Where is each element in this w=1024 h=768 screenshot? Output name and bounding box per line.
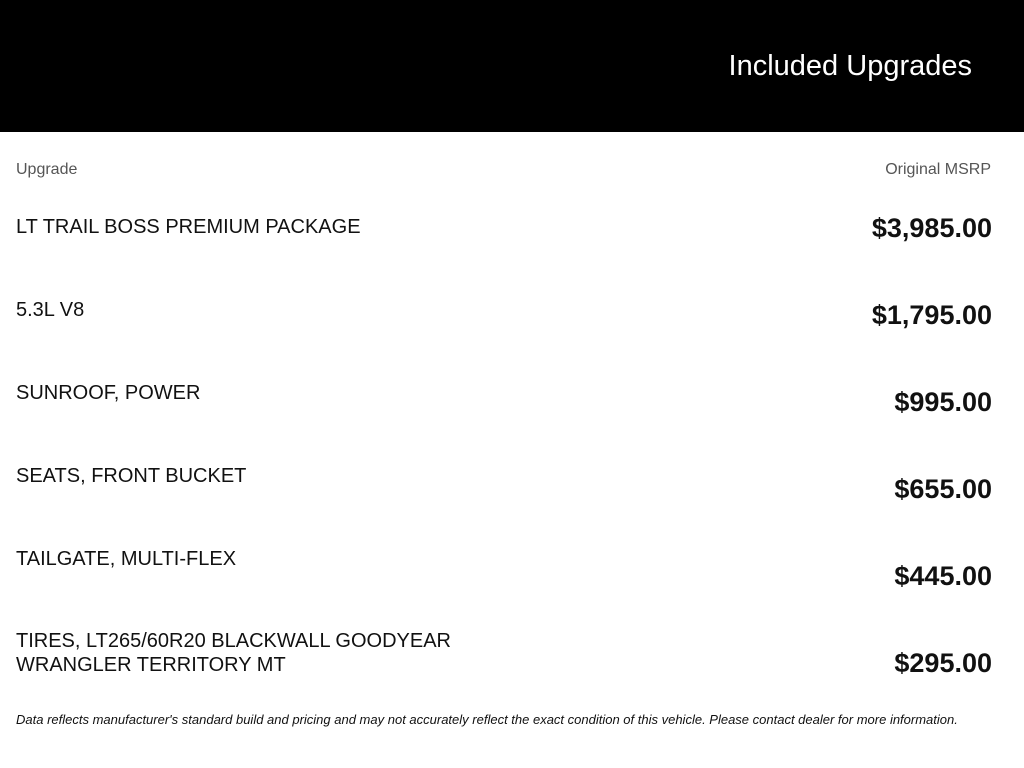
page-title: Included Upgrades bbox=[728, 50, 972, 82]
upgrade-name: 5.3L V8 bbox=[16, 299, 85, 321]
upgrade-price: $3,985.00 bbox=[871, 213, 992, 243]
upgrade-price: $1,795.00 bbox=[871, 300, 992, 330]
upgrade-price: $995.00 bbox=[894, 387, 992, 417]
column-header-msrp: Original MSRP bbox=[885, 161, 991, 178]
disclaimer-text: Data reflects manufacturer's standard build and pricing and may not accurately reflect the exact condition of this vehicle. Please contact dealer for more information. bbox=[16, 712, 958, 727]
column-header-upgrade: Upgrade bbox=[16, 161, 78, 178]
upgrade-price: $295.00 bbox=[894, 648, 992, 678]
upgrade-name: LT TRAIL BOSS PREMIUM PACKAGE bbox=[16, 216, 361, 238]
upgrade-name: SEATS, FRONT BUCKET bbox=[16, 465, 247, 487]
upgrade-price: $655.00 bbox=[894, 474, 992, 504]
upgrade-price: $445.00 bbox=[894, 561, 992, 591]
upgrade-name: TIRES, LT265/60R20 BLACKWALL GOODYEAR WRANGLER TERRITORY MT bbox=[16, 630, 451, 676]
upgrade-name: SUNROOF, POWER bbox=[16, 382, 201, 404]
upgrade-name: TAILGATE, MULTI-FLEX bbox=[16, 548, 237, 570]
header-banner bbox=[0, 0, 1024, 132]
